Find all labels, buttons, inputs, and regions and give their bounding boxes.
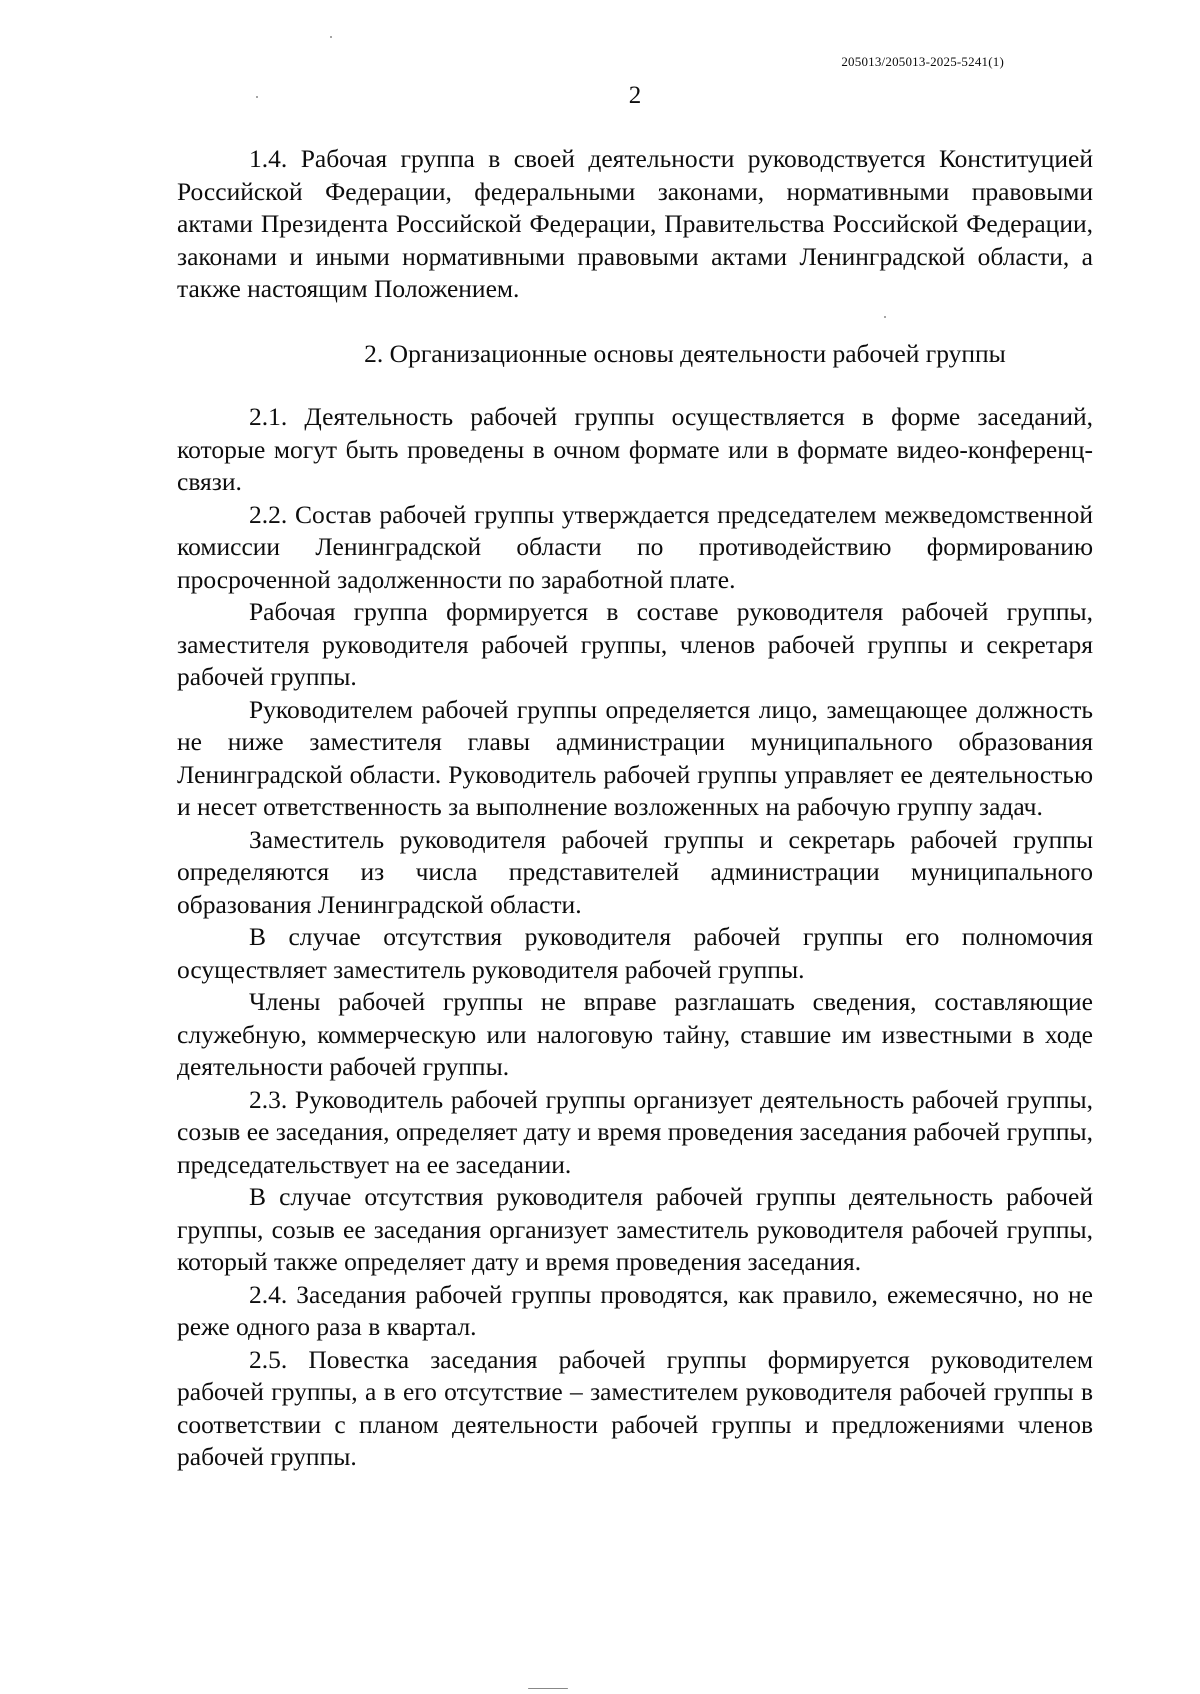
paragraph-head: Руководителем рабочей группы определяется лицо, замещающее должность не ниже заместителя главы администрации муниципального образования Ленинградской области. Руководитель рабочей группы управляет ее деятельностью и несет ответственность за выполнение возложенных на рабочую группу задач. bbox=[177, 694, 1093, 821]
paragraph-absence-deputy: В случае отсутствия руководителя рабочей группы деятельность рабочей группы, созыв ее заседания организует заместитель руководителя рабочей группы, который также определяет дату и время проведения заседания. bbox=[177, 1182, 1093, 1276]
scan-speck bbox=[528, 1688, 568, 1689]
scan-speck bbox=[884, 316, 886, 318]
paragraph-deputy-secretary: Заместитель руководителя рабочей группы и секретарь рабочей группы определяются из числа представителей администрации муниципального образования Ленинградской области. bbox=[177, 824, 1093, 919]
paragraph-absence: В случае отсутствия руководителя рабочей группы его полномочия осуществляет заместитель руководителя рабочей группы. bbox=[177, 922, 1093, 984]
paragraph-2-1: 2.1. Деятельность рабочей группы осуществляется в форме заседаний, которые могут быть проведены в очном формате или в формате видео-конференц-связи. bbox=[177, 402, 1093, 496]
paragraph-2-3: 2.3. Руководитель рабочей группы организует деятельность рабочей группы, созыв ее заседания, определяет дату и время проведения заседания рабочей группы, председательствует на ее заседании. bbox=[177, 1084, 1093, 1179]
document-code: 205013/205013-2025-5241(1) bbox=[841, 54, 1004, 69]
paragraph-2-4: 2.4. Заседания рабочей группы проводятся, как правило, ежемесячно, но не реже одного раза в квартал. bbox=[177, 1279, 1093, 1341]
paragraph-1-4: 1.4. Рабочая группа в своей деятельности руководствуется Конституцией Российской Федерации, федеральными законами, нормативными правовыми актами Президента Российской Федерации, Правительства Российской Федерации, законами и иными нормативными правовыми актами Ленинградской области, а также настоящим Положением. bbox=[177, 144, 1093, 303]
scan-speck bbox=[256, 96, 258, 98]
page-number: 2 bbox=[628, 82, 642, 109]
section-heading: 2. Организационные основы деятельности рабочей группы bbox=[364, 338, 1006, 368]
paragraph-2-5: 2.5. Повестка заседания рабочей группы формируется руководителем рабочей группы, а в его отсутствие – заместителем руководителя рабочей группы в соответствии с планом деятельности рабочей группы и предложениями членов рабочей группы. bbox=[177, 1344, 1093, 1471]
paragraph-members: Члены рабочей группы не вправе разглашать сведения, составляющие служебную, коммерческую или налоговую тайну, ставшие им известными в ходе деятельности рабочей группы. bbox=[177, 987, 1093, 1081]
paragraph-composition: Рабочая группа формируется в составе руководителя рабочей группы, заместителя руководителя рабочей группы, членов рабочей группы и секретаря рабочей группы. bbox=[177, 597, 1093, 691]
scan-speck bbox=[330, 36, 332, 38]
paragraph-2-2: 2.2. Состав рабочей группы утверждается председателем межведомственной комиссии Ленинградской области по противодействию формированию просроченной задолженности по заработной плате. bbox=[177, 499, 1093, 594]
document-body bbox=[177, 143, 1093, 1474]
